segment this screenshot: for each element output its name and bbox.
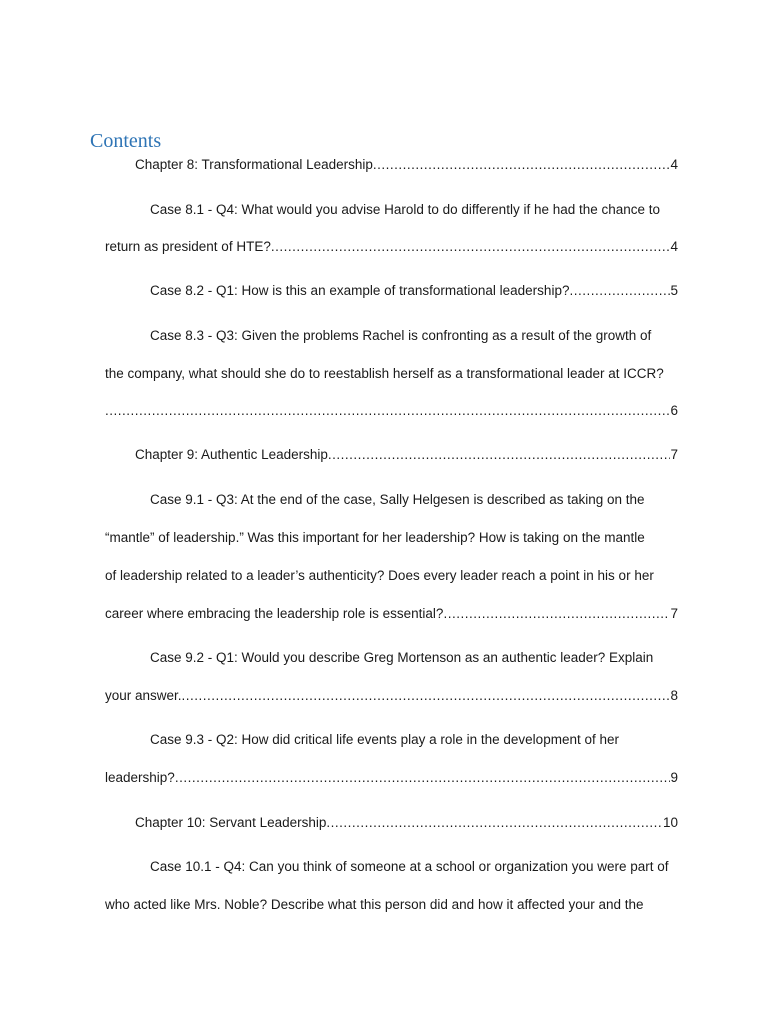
toc-leader-dots xyxy=(182,686,671,706)
toc-entry-ch10-line-1[interactable] xyxy=(135,813,678,833)
toc-entry-c91-line-2[interactable] xyxy=(105,528,678,548)
toc-entry-text: Chapter 9: Authentic Leadership xyxy=(135,447,328,462)
toc-page-number: 7 xyxy=(670,447,678,462)
toc-leader-dots xyxy=(373,155,671,175)
toc-entry-c81-line-1[interactable] xyxy=(150,200,678,220)
toc-entry-c83-line-3[interactable] xyxy=(105,401,678,421)
toc-page-number: 4 xyxy=(670,157,678,172)
toc-entry-text: your answer. xyxy=(105,688,182,703)
toc-leader-dots xyxy=(175,768,671,788)
toc-entry-c93-line-1[interactable] xyxy=(150,730,678,750)
toc-entry-text: leadership? xyxy=(105,770,175,785)
toc-heading: Contents xyxy=(90,130,162,152)
toc-entry-text: Case 8.3 - Q3: Given the problems Rachel is confronting as a result of the growth of xyxy=(150,328,652,343)
toc-leader-dots xyxy=(105,401,670,421)
toc-page-number: 10 xyxy=(662,815,678,830)
toc-entry-text: return as president of HTE? xyxy=(105,239,271,254)
toc-entry-c93-line-2[interactable] xyxy=(105,768,678,788)
toc-page-number: 9 xyxy=(670,770,678,785)
toc-entry-text: who acted like Mrs. Noble? Describe what this person did and how it affected your and the xyxy=(105,897,644,912)
toc-entry-c101-line-1[interactable] xyxy=(150,857,678,877)
toc-entry-text: the company, what should she do to reestablish herself as a transformational leader at ICCR? xyxy=(105,366,664,381)
toc-entry-c91-line-4[interactable] xyxy=(105,604,678,624)
toc-leader-dots xyxy=(271,237,671,257)
toc-leader-dots xyxy=(328,445,671,465)
toc-page-number: 4 xyxy=(670,239,678,254)
toc-page-number: 8 xyxy=(670,688,678,703)
toc-page-number: 7 xyxy=(670,606,678,621)
toc-entry-text: Case 10.1 - Q4: Can you think of someone at a school or organization you were part of xyxy=(150,859,669,874)
toc-entry-text: career where embracing the leadership role is essential? xyxy=(105,606,444,621)
toc-page-number: 6 xyxy=(670,403,678,418)
toc-entry-c92-line-1[interactable] xyxy=(150,648,678,668)
toc-entry-text: “mantle” of leadership.” Was this important for her leadership? How is taking on the mantle xyxy=(105,530,645,545)
toc-entry-c81-line-2[interactable] xyxy=(105,237,678,257)
toc-leader-dots xyxy=(569,281,670,301)
toc-entry-c82-line-1[interactable] xyxy=(150,281,678,301)
toc-entry-c83-line-2[interactable] xyxy=(105,364,678,384)
toc-entry-text: Case 9.3 - Q2: How did critical life events play a role in the development of her xyxy=(150,732,619,747)
toc-entry-text: Case 9.2 - Q1: Would you describe Greg Mortenson as an authentic leader? Explain xyxy=(150,650,654,665)
toc-entry-text: Chapter 8: Transformational Leadership xyxy=(135,157,373,172)
toc-entry-ch9-line-1[interactable] xyxy=(135,445,678,465)
toc-entry-text: Case 8.2 - Q1: How is this an example of transformational leadership? xyxy=(150,283,570,298)
toc-entry-c92-line-2[interactable] xyxy=(105,686,678,706)
toc-entry-text: of leadership related to a leader’s authenticity? Does every leader reach a point in his or her xyxy=(105,568,654,583)
toc-entry-c91-line-3[interactable] xyxy=(105,566,678,586)
toc-entry-text: Chapter 10: Servant Leadership xyxy=(135,815,327,830)
toc-entry-ch8-line-1[interactable] xyxy=(135,155,678,175)
toc-entry-c101-line-2[interactable] xyxy=(105,895,678,915)
toc-page-number: 5 xyxy=(670,283,678,298)
toc-entry-c83-line-1[interactable] xyxy=(150,326,678,346)
toc-entry-text: Case 9.1 - Q3: At the end of the case, Sally Helgesen is described as taking on the xyxy=(150,492,645,507)
toc-leader-dots xyxy=(326,813,663,833)
toc-leader-dots xyxy=(443,604,670,624)
toc-entry-text: Case 8.1 - Q4: What would you advise Harold to do differently if he had the chance to xyxy=(150,202,661,217)
toc-entry-c91-line-1[interactable] xyxy=(150,490,678,510)
